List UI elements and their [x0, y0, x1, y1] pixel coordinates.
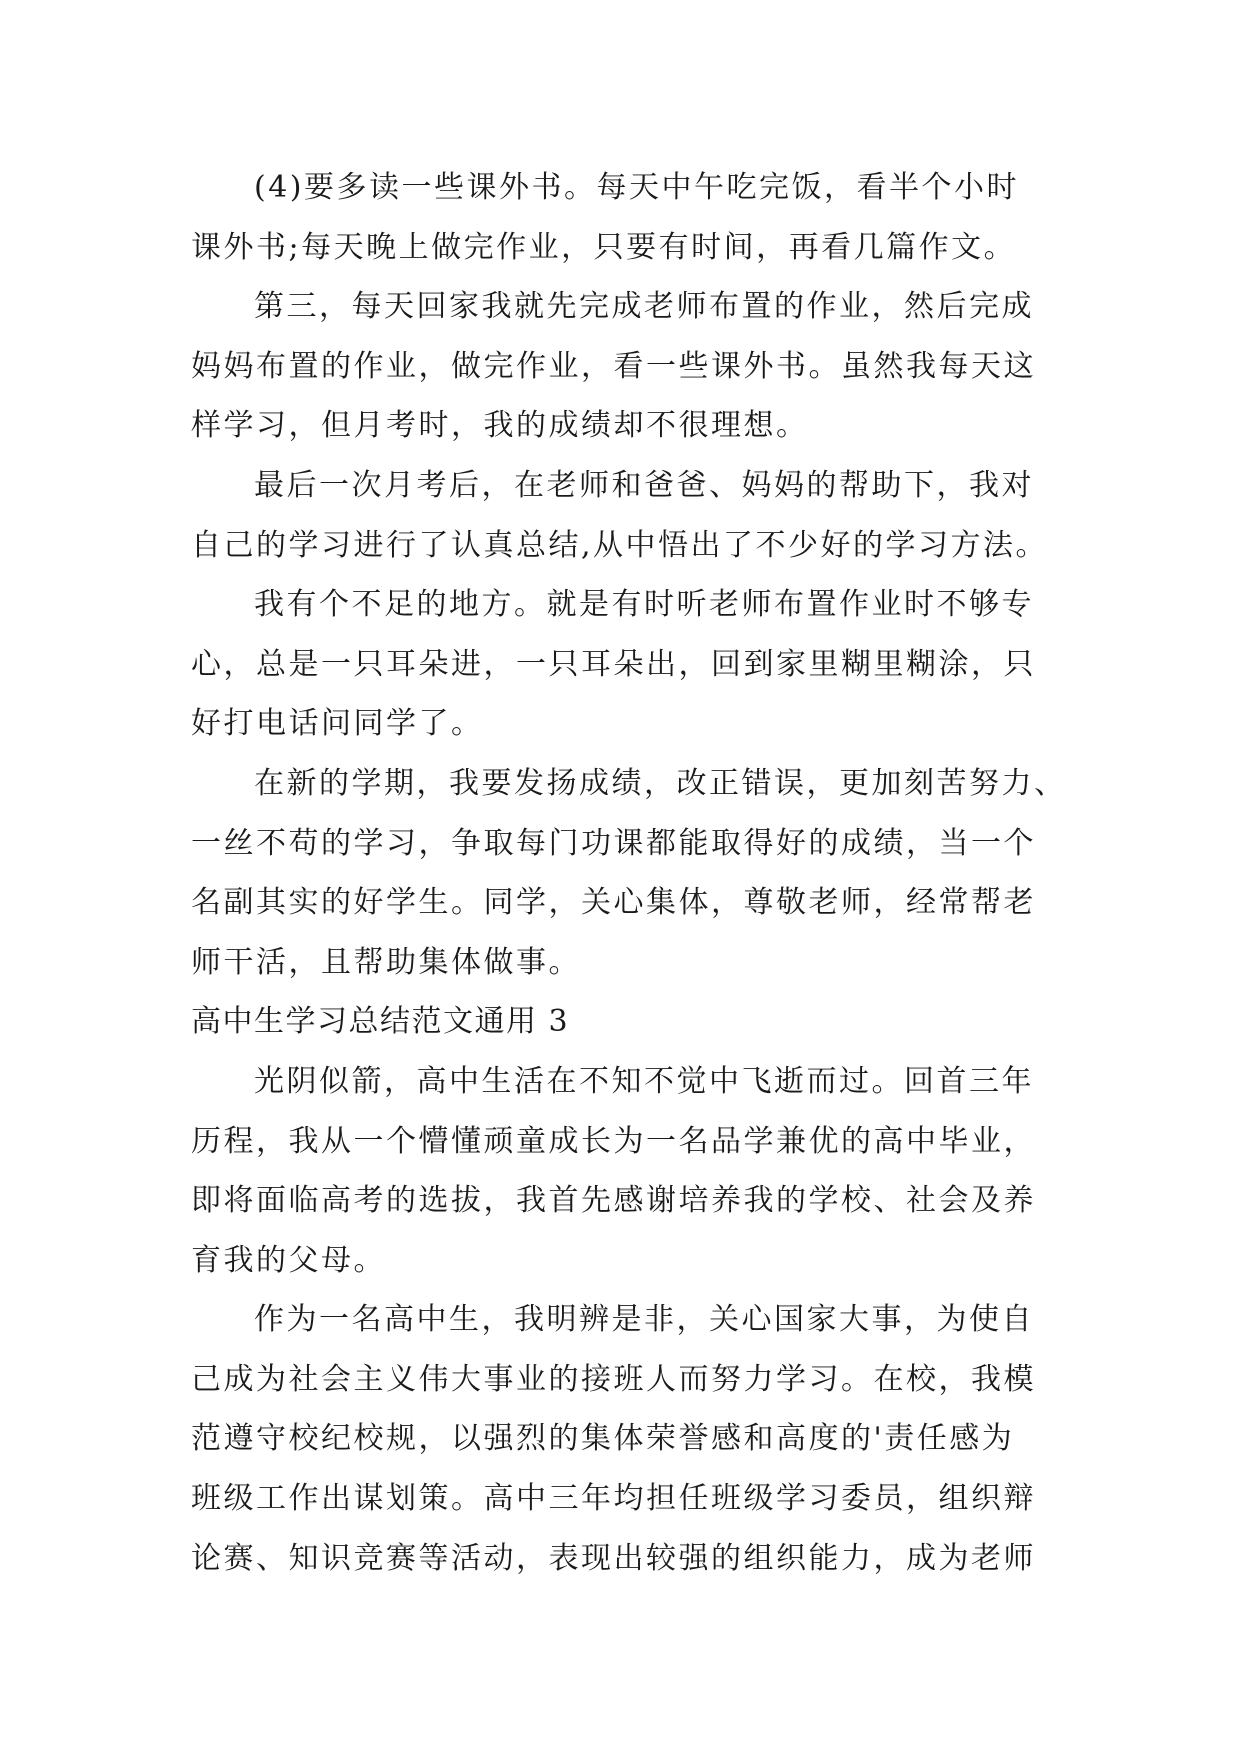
text-line: 历程，我从一个懵懂顽童成长为一名品学兼优的高中毕业， [191, 1123, 1036, 1159]
text-line: 育我的父母。 [191, 1242, 386, 1278]
section-heading: 高中生学习总结范文通用 3 [191, 1004, 570, 1040]
text-line: 班级工作出谋划策。高中三年均担任班级学习委员，组织辩 [191, 1481, 1036, 1517]
text-line: 我有个不足的地方。就是有时听老师布置作业时不够专 [254, 587, 1034, 623]
text-line: 好打电话问同学了。 [191, 706, 484, 742]
text-line: 师干活，且帮助集体做事。 [191, 944, 581, 980]
text-line: 即将面临高考的选拔，我首先感谢培养我的学校、社会及养 [191, 1183, 1036, 1219]
text-line: 范遵守校纪校规，以强烈的集体荣誉感和高度的'责任感为 [191, 1421, 1015, 1457]
text-line: 一丝不苟的学习，争取每门功课都能取得好的成绩，当一个 [191, 825, 1036, 861]
text-line: 妈妈布置的作业，做完作业，看一些课外书。虽然我每天这 [191, 348, 1036, 384]
text-line: (4)要多读一些课外书。每天中午吃完饭，看半个小时 [254, 170, 1019, 205]
text-line: 样学习，但月考时，我的成绩却不很理想。 [191, 408, 809, 444]
text-line: 第三，每天回家我就先完成老师布置的作业，然后完成 [254, 289, 1034, 325]
text-line: 光阴似箭，高中生活在不知不觉中飞逝而过。回首三年 [254, 1063, 1034, 1099]
document-body [191, 158, 1071, 1588]
text-line: 心，总是一只耳朵进，一只耳朵出，回到家里糊里糊涂，只 [191, 646, 1036, 682]
text-line: 己成为社会主义伟大事业的接班人而努力学习。在校，我模 [191, 1361, 1036, 1397]
text-line: 名副其实的好学生。同学，关心集体，尊敬老师，经常帮老 [191, 885, 1036, 921]
text-line: 自己的学习进行了认真总结,从中悟出了不少好的学习方法。 [191, 527, 1049, 563]
text-line: 最后一次月考后，在老师和爸爸、妈妈的帮助下，我对 [254, 467, 1034, 503]
text-line: 在新的学期，我要发扬成绩，改正错误，更加刻苦努力、 [254, 765, 1067, 801]
text-line: 论赛、知识竞赛等活动，表现出较强的组织能力，成为老师 [191, 1540, 1036, 1576]
text-line: 作为一名高中生，我明辨是非，关心国家大事，为使自 [254, 1302, 1034, 1338]
text-line: 课外书;每天晚上做完作业，只要有时间，再看几篇作文。 [191, 229, 1017, 265]
